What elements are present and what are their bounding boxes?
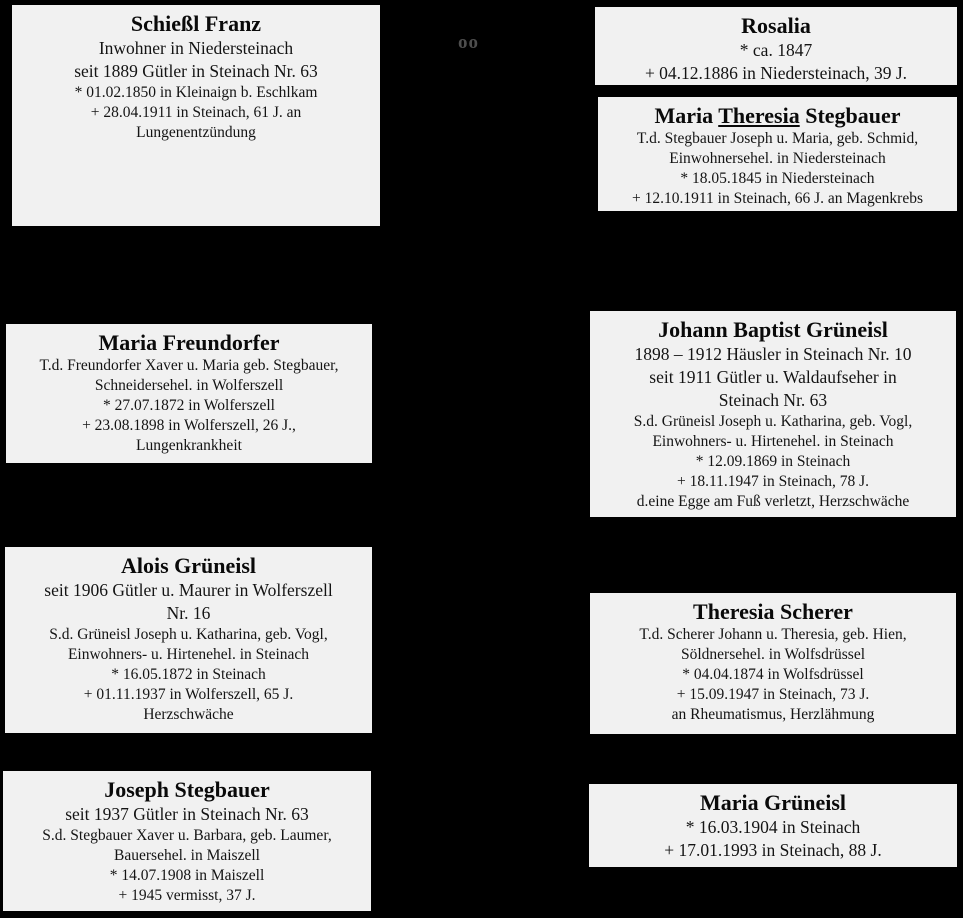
person-parents-line: T.d. Stegbauer Joseph u. Maria, geb. Schmid, [636,130,919,147]
person-death-cause-line: Lungenkrankheit [136,437,242,454]
person-death-cause-line: Herzschwäche [143,706,234,723]
person-death-line: + 01.11.1937 in Wolferszell, 65 J. [83,686,294,703]
person-name: Johann Baptist Grüneisl [658,317,888,342]
person-birth-line: * 27.07.1872 in Wolferszell [103,397,275,414]
person-name: Rosalia [741,13,811,38]
person-death-line: + 1945 vermisst, 37 J. [118,887,256,904]
person-box-joseph-stegbauer[interactable] [3,771,371,911]
person-birth-line: * 14.07.1908 in Maiszell [109,867,265,884]
person-death-line: + 23.08.1898 in Wolferszell, 26 J., [82,417,296,434]
person-occupation-line: seit 1937 Gütler in Steinach Nr. 63 [65,804,309,824]
person-parents-line: T.d. Scherer Johann u. Theresia, geb. Hien, [639,626,907,643]
person-box-maria-theresia-stegbauer[interactable] [598,97,957,211]
person-occupation-line: seit 1911 Gütler u. Waldaufseher in [649,367,897,387]
person-birth-line: * 16.05.1872 in Steinach [111,666,266,683]
person-box-johann-baptist-grueneisl[interactable] [590,311,956,517]
person-birth-line: * 04.04.1874 in Wolfsdrüssel [682,666,864,683]
person-parents-line: Schneidersehel. in Wolferszell [94,377,284,394]
person-occupation-line: seit 1906 Gütler u. Maurer in Wolferszell [44,580,333,600]
person-parents-line: T.d. Freundorfer Xaver u. Maria geb. Stegbauer, [39,357,339,374]
person-parents-line: Bauersehel. in Maiszell [114,847,260,864]
person-box-maria-grueneisl[interactable] [589,784,957,867]
person-occupation-line: Inwohner in Niedersteinach [98,38,294,58]
person-birth-line: * 16.03.1904 in Steinach [685,817,861,837]
person-parents-line: S.d. Grüneisl Joseph u. Katharina, geb. Vogl, [633,413,913,430]
person-death-cause-line: Lungenentzündung [136,124,256,141]
person-name: Maria Freundorfer [98,330,280,355]
person-box-theresia-scherer[interactable] [590,593,956,734]
person-death-line: + 28.04.1911 in Steinach, 61 J. an [90,104,302,121]
person-occupation-line: 1898 – 1912 Häusler in Steinach Nr. 10 [634,344,912,364]
person-birth-line: * 18.05.1845 in Niedersteinach [680,170,875,187]
person-death-line: + 18.11.1947 in Steinach, 78 J. [676,473,869,490]
person-death-line: + 17.01.1993 in Steinach, 88 J. [664,840,882,860]
person-birth-line: * 12.09.1869 in Steinach [695,453,851,470]
person-box-alois-grueneisl[interactable] [5,547,372,733]
person-name: Alois Grüneisl [120,553,257,578]
person-occupation-line: Steinach Nr. 63 [718,390,828,410]
person-death-line: + 12.10.1911 in Steinach, 66 J. an Magenkrebs [632,190,923,207]
marriage-symbol: oo [458,32,479,53]
person-name: Theresia Scherer [693,599,853,624]
person-occupation-line: seit 1889 Gütler in Steinach Nr. 63 [74,61,318,81]
person-parents-line: S.d. Grüneisl Joseph u. Katharina, geb. Vogl, [49,626,328,643]
person-parents-line: Söldnersehel. in Wolfsdrüssel [680,646,866,663]
person-name: Maria Theresia Stegbauer [654,103,901,128]
person-name: Schießl Franz [130,11,262,36]
person-parents-line: Einwohnersehel. in Niedersteinach [669,150,886,167]
person-box-maria-freundorfer[interactable] [6,324,372,463]
person-box-schiessl-franz[interactable] [12,5,380,226]
person-birth-line: * ca. 1847 [739,40,813,60]
underlined-given-name: Theresia [718,103,800,128]
person-parents-line: Einwohners- u. Hirtenehel. in Steinach [652,433,894,450]
person-death-line: + 04.12.1886 in Niedersteinach, 39 J. [644,63,908,83]
person-name: Joseph Stegbauer [104,777,270,802]
person-box-rosalia[interactable] [595,7,957,85]
person-parents-line: S.d. Stegbauer Xaver u. Barbara, geb. Laumer, [42,827,332,844]
person-death-cause-line: d.eine Egge am Fuß verletzt, Herzschwäche [636,493,910,510]
person-death-cause-line: an Rheumatismus, Herzlähmung [671,706,875,723]
person-death-line: + 15.09.1947 in Steinach, 73 J. [676,686,870,703]
person-name: Maria Grüneisl [699,790,847,815]
person-birth-line: * 01.02.1850 in Kleinaign b. Eschlkam [74,84,318,101]
person-occupation-line: Nr. 16 [166,603,211,623]
person-parents-line: Einwohners- u. Hirtenehel. in Steinach [67,646,310,663]
